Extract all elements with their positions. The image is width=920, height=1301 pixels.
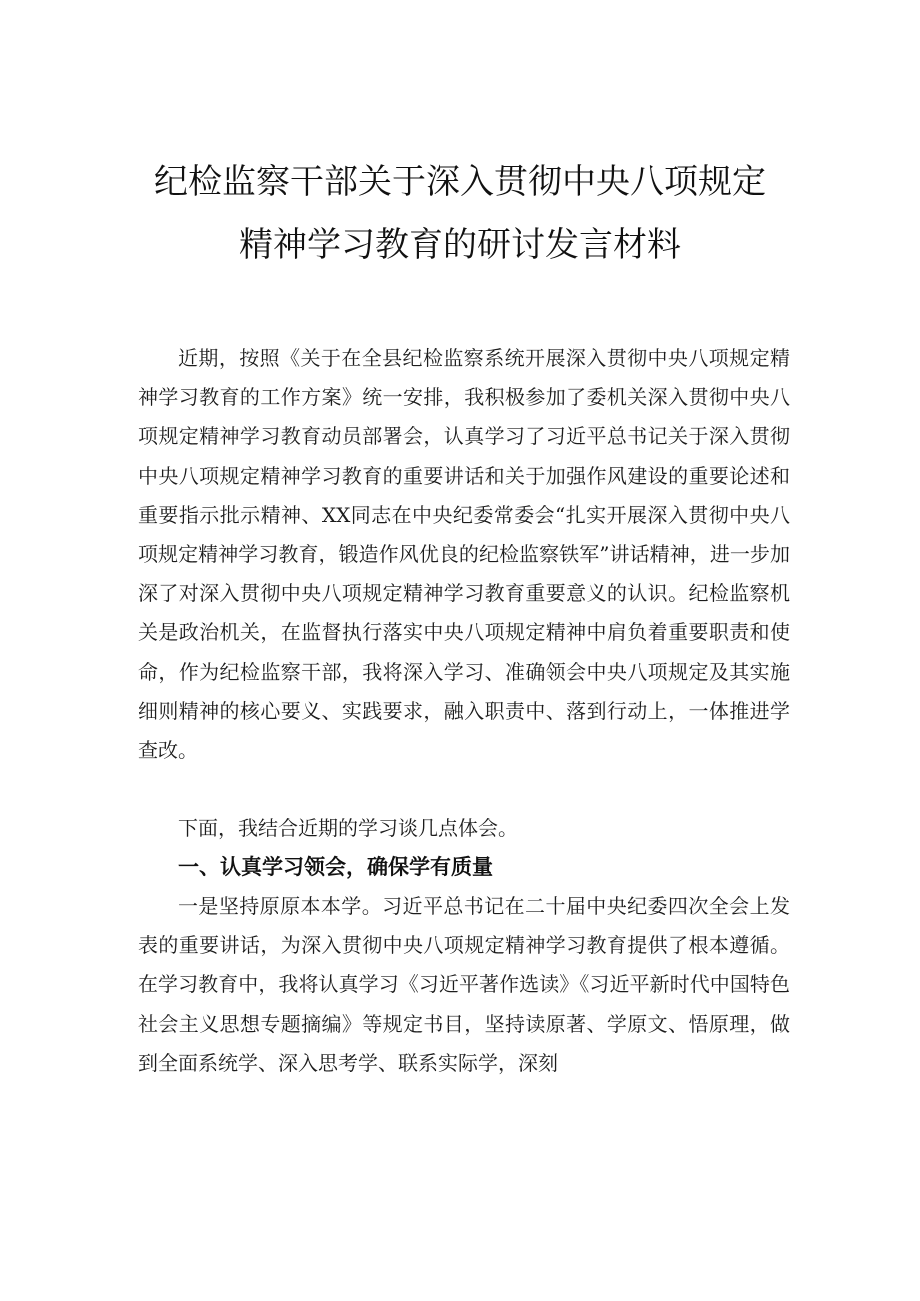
paragraph-transition: 下面，我结合近期的学习谈几点体会。 [178, 816, 518, 840]
document-title-line-2: 精神学习教育的研讨发言材料 [239, 225, 681, 265]
section-heading-1: 一、认真学习领会，确保学有质量 [178, 855, 493, 879]
paragraph-intro: 近期，按照《关于在全县纪检监察系统开展深入贯彻中央八项规定精神学习教育的工作方案》统一安排，我积极参加了委机关深入贯彻中央八项规定精神学习教育动员部署会，认真学习了习近平总书记关于深入贯彻中央八项规定精神学习教育的重要讲话和关于加强作风建设的重要论述和重要指示批示精神、XX同志在中央纪委常委会“扎实开展深入贯彻中央八项规定精神学习教育，锻造作风优良的纪检监察铁军”讲话精神，进一步加深了对深入贯彻中央八项规定精神学习教育重要意义的认识。纪检监察机关是政治机关，在监督执行落实中央八项规定精神中肩负着重要职责和使命，作为纪检监察干部，我将深入学习、准确领会中央八项规定及其实施细则精神的核心要义、实践要求，融入职责中、落到行动上，一体推进学查改。 [138, 346, 790, 763]
document-title-line-1: 纪检监察干部关于深入贯彻中央八项规定 [154, 162, 766, 202]
paragraph-section-1: 一是坚持原原本本学。习近平总书记在二十届中央纪委四次全会上发表的重要讲话，为深入贯彻中央八项规定精神学习教育提供了根本遵循。在学习教育中，我将认真学习《习近平著作选读》《习近平新时代中国特色社会主义思想专题摘编》等规定书目，坚持读原著、学原文、悟原理，做到全面系统学、深入思考学、联系实际学，深刻 [138, 894, 790, 1075]
